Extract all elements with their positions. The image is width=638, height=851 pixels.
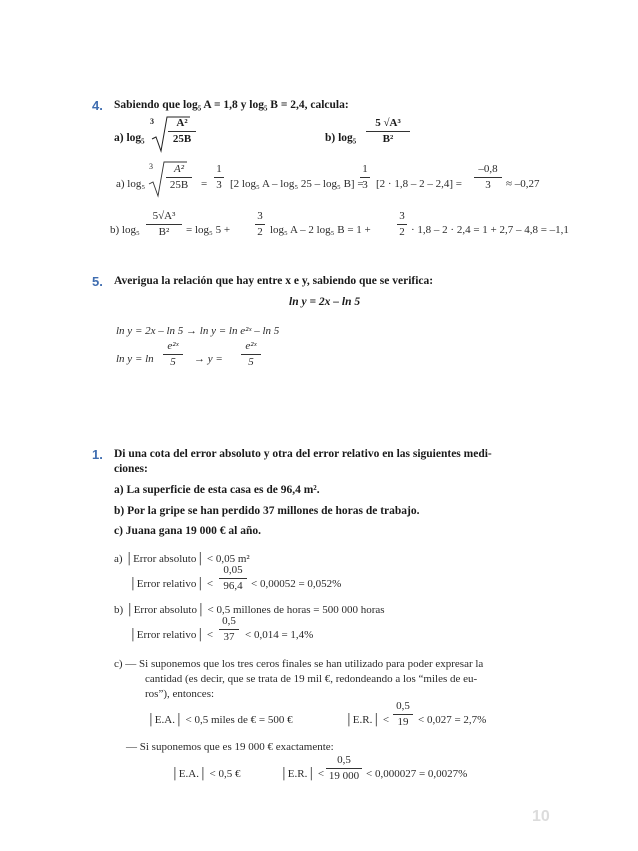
exercise-1-item-c: c) Juana gana 19 000 € al año. [114,525,261,537]
fraction-bar [255,224,265,225]
exercise-1-solution-c-line-4: — Si suponemos que es 19 000 € exactamente: [126,741,334,753]
fraction-denominator: 3 [362,179,368,191]
exercise-1-solution-c-line-3: ros”), entonces: [145,688,215,700]
exercise-1-solution-c-er-1-prefix: │E.R.│ < [345,714,390,726]
exercise-1-solution-b-fraction [219,615,239,644]
fraction-bar [168,131,196,132]
fraction-bar [163,354,183,355]
exercise-5-equation: ln y = 2x – ln 5 [289,296,361,308]
exercise-1-solution-c-er-2-result: < 0,000027 = 0,0027% [366,768,468,780]
fraction-numerator: 3 [399,210,405,222]
solution-a-radicand-denominator: 25B [169,179,189,191]
exercise-4-solution-a-body: [2 log₅ A – log₅ 25 – log₅ B] = [230,178,364,190]
exercise-4-part-a-numerator: A² [176,117,188,129]
exercise-4-solution-b-prefix: b) log₅ [110,224,140,236]
fraction-denominator: 96,4 [223,580,243,592]
exercise-1-solution-a-absolute: a) │Error absoluto│ < 0,05 m² [114,553,250,565]
fraction-numerator: 5√A³ [152,210,176,222]
exercise-4-solution-a-root-index: 3 [149,162,153,171]
fraction-bar [360,177,370,178]
exercise-4-part-b-fraction [366,117,410,146]
exercise-1-solution-c-ea-1: │E.A.│ < 0,5 miles de € = 500 € [147,714,293,726]
fraction-bar [397,224,407,225]
exercise-4-solution-a-one-third-2 [360,163,370,192]
fraction-numerator: 0,5 [222,615,236,627]
fraction-bar [326,768,362,769]
exercise-5-solution-line-2-mid: → y = [194,353,223,365]
fraction-denominator: B² [158,226,170,238]
exercise-4-part-a-denominator: 25B [172,133,192,145]
exercise-4-solution-a-body-2: [2 · 1,8 – 2 – 2,4] = [376,178,462,190]
exercise-4-part-a-label: a) log₅ [114,132,145,144]
equals-sign: = [201,178,208,190]
fraction-bar [146,224,182,225]
fraction-numerator: e²ˣ [245,340,257,352]
exercise-4-part-b-label: b) log₅ [325,132,357,144]
fraction-bar [474,177,502,178]
exercise-4-statement: Sabiendo que log₅ A = 1,8 y log₅ B = 2,4, calcula: [114,99,349,111]
exercise-4-solution-b-body-2: log₅ A – 2 log₅ B = 1 + [270,224,371,236]
fraction-numerator: 0,5 [337,754,351,766]
exercise-1-solution-c-er-2-fraction [326,754,362,783]
exercise-4-solution-b-body-1: = log₅ 5 + [186,224,231,236]
exercise-1-item-b: b) Por la gripe se han perdido 37 millones de horas de trabajo. [114,505,420,517]
fraction-bar [241,354,261,355]
fraction-numerator: –0,8 [478,163,498,175]
fraction-numerator: 1 [216,163,222,175]
exercise-1-solution-c-ea-2: │E.A.│ < 0,5 € [171,768,241,780]
exercise-1-solution-b-relative-result: < 0,014 = 1,4% [245,629,314,641]
exercise-1-item-a: a) La superficie de esta casa es de 96,4 m². [114,484,320,496]
fraction-bar [219,629,239,630]
exercise-1-solution-c-er-2-prefix: │E.R.│ < [280,768,325,780]
exercise-4-solution-a-result-fraction [474,163,502,192]
exercise-1-solution-b-relative-prefix: │Error relativo│ < [129,629,214,641]
exercise-1-solution-a-relative-result: < 0,00052 = 0,052% [251,578,342,590]
fraction-bar [366,131,410,132]
exercise-4-part-a-root-index: 3 [150,117,154,126]
fraction-bar [219,578,247,579]
fraction-denominator: 3 [216,179,222,191]
exercise-5-number: 5. [92,274,103,289]
solution-a-radicand-numerator: A² [173,163,185,175]
fraction-numerator: 0,5 [396,700,410,712]
fraction-numerator: e²ˣ [167,340,179,352]
exercise-1-solution-c-line-2: cantidad (es decir, que se trata de 19 mil €, redondeando a los “miles de eu- [145,673,478,685]
exercise-4-solution-b-body-3: · 1,8 – 2 · 2,4 = 1 + 2,7 – 4,8 = –1,1 [411,224,569,236]
exercise-4-solution-a-radicand [166,163,192,192]
fraction-numerator: 1 [362,163,368,175]
page-number: 10 [532,808,550,825]
fraction-denominator: 2 [257,226,263,238]
exercise-1-solution-c-line-1: c) — Si suponemos que los tres ceros finales se han utilizado para poder expresar la [114,658,484,670]
exercise-1-solution-a-relative-prefix: │Error relativo│ < [129,578,214,590]
fraction-denominator: 3 [485,179,491,191]
exercise-1-solution-a-fraction [219,564,247,593]
fraction-bar [166,177,192,178]
exercise-5-solution-line-1: ln y = 2x – ln 5 → ln y = ln e²ˣ – ln 5 [116,325,280,337]
fraction-denominator: 5 [170,356,176,368]
exercise-5-fraction-1 [163,340,183,369]
exercise-4-solution-a-result: ≈ –0,27 [506,178,540,190]
exercise-1-number: 1. [92,447,103,462]
exercise-4-solution-a-prefix: a) log₅ [116,178,146,190]
fraction-denominator: 19 [397,716,409,728]
fraction-denominator: 19 000 [328,770,360,782]
exercise-4-solution-b-fraction [146,210,182,239]
exercise-1-solution-c-er-1-result: < 0,027 = 2,7% [418,714,487,726]
fraction-denominator: 5 [248,356,254,368]
fraction-bar [393,714,413,715]
exercise-4-part-a-fraction [168,117,196,146]
exercise-1-solution-c-er-1-fraction [393,700,413,729]
fraction-bar [214,177,224,178]
fraction-denominator: 2 [399,226,405,238]
exercise-5-statement: Averigua la relación que hay entre x e y, sabiendo que se verifica: [114,275,434,287]
fraction-numerator: 0,05 [223,564,243,576]
exercise-4-part-b-numerator: 5 √A³ [375,117,401,129]
exercise-4-solution-b-three-halves [255,210,265,239]
exercise-5-fraction-2 [241,340,261,369]
fraction-denominator: 37 [223,631,235,643]
fraction-numerator: 3 [257,210,263,222]
exercise-4-part-b-denominator: B² [382,133,394,145]
exercise-4-solution-a-one-third [214,163,224,192]
exercise-4-number: 4. [92,98,103,113]
exercise-4-solution-b-three-halves-2 [397,210,407,239]
exercise-5-solution-line-2-prefix: ln y = ln [116,353,154,365]
exercise-1-solution-b-absolute: b) │Error absoluto│ < 0,5 millones de horas = 500 000 horas [114,604,385,616]
exercise-1-statement-line-2: ciones: [114,463,148,475]
exercise-1-statement-line-1: Di una cota del error absoluto y otra del error relativo en las siguientes medi- [114,448,492,460]
